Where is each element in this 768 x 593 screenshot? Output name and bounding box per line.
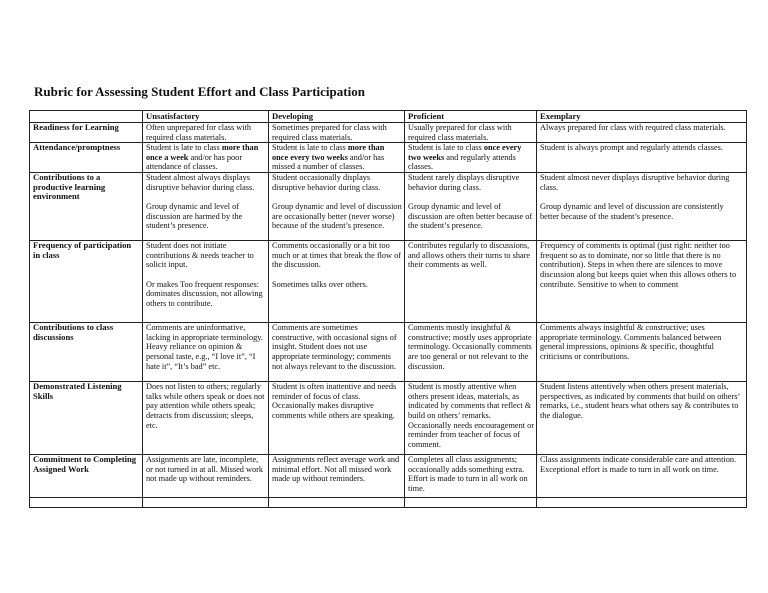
level-cell-unsatisfactory bbox=[143, 143, 269, 173]
cell-text: Student listens attentively when others present materials, perspectives, as indicated by comments that build on others’ remarks, i.e., student hears what others say & contributes to the dialogue. bbox=[540, 382, 740, 420]
cell-text: Does not listen to others; regularly talks while others speak or does not pay attention while others speak; detracts from discussion; sleeps, etc. bbox=[146, 382, 265, 430]
rubric-row bbox=[30, 323, 747, 382]
header-unsatisfactory: Unsatisfactory bbox=[143, 111, 269, 123]
cell-text: and/or has missed a number of classes. bbox=[272, 152, 385, 172]
cell-paragraph bbox=[146, 241, 266, 270]
criterion-cell bbox=[30, 498, 143, 508]
cell-paragraph bbox=[272, 323, 402, 371]
criterion-cell: Commitment to Completing Assigned Work bbox=[30, 455, 143, 498]
cell-text: Student almost always displays disruptive behavior during class. bbox=[146, 173, 255, 192]
rubric-body bbox=[30, 123, 747, 508]
cell-paragraph bbox=[540, 202, 744, 221]
cell-text: Often unprepared for class with required class materials. bbox=[146, 123, 252, 142]
cell-text: Comments are uninformative, lacking in appropriate terminology. Heavy reliance on opinion & personal taste, e.g., “I love it”, “I hate it”, “It’s bad” etc. bbox=[146, 323, 263, 371]
cell-paragraph bbox=[272, 202, 402, 231]
header-proficient: Proficient bbox=[405, 111, 537, 123]
cell-text: and/or has poor attendance of classes. bbox=[146, 152, 243, 172]
cell-text: Student is often inattentive and needs reminder of focus of class. Occasionally makes disruptive comments while others are speaking. bbox=[272, 382, 397, 420]
level-cell-exemplary bbox=[537, 498, 747, 508]
cell-text: Contributes regularly to discussions, and allows others their turns to share their comments as well. bbox=[408, 241, 531, 270]
level-cell-proficient bbox=[405, 241, 537, 323]
rubric-row bbox=[30, 143, 747, 173]
cell-paragraph bbox=[146, 123, 266, 142]
rubric-row bbox=[30, 123, 747, 143]
header-row bbox=[30, 111, 747, 123]
cell-paragraph bbox=[146, 143, 266, 172]
criterion-cell: Demonstrated Listening Skills bbox=[30, 382, 143, 455]
cell-text: Group dynamic and level of discussion are harmed by the student’s presence. bbox=[146, 201, 243, 231]
cell-paragraph bbox=[408, 123, 534, 142]
level-cell-unsatisfactory bbox=[143, 323, 269, 382]
cell-text: Group dynamic and level of discussion are often better because of the student’s presence. bbox=[408, 201, 533, 231]
cell-paragraph bbox=[540, 323, 744, 361]
cell-text: Student rarely displays disruptive behavior during class. bbox=[408, 173, 520, 192]
rubric-table bbox=[29, 110, 747, 508]
level-cell-exemplary bbox=[537, 173, 747, 241]
cell-paragraph bbox=[272, 173, 402, 192]
level-cell-developing bbox=[269, 323, 405, 382]
level-cell-developing bbox=[269, 498, 405, 508]
cell-text: Comments are sometimes constructive, with occasional signs of insight. Student does not use appropriate terminology; comments not always relevant to the discussion. bbox=[272, 323, 397, 371]
cell-text: Sometimes talks over others. bbox=[272, 279, 368, 289]
level-cell-developing bbox=[269, 173, 405, 241]
level-cell-proficient bbox=[405, 323, 537, 382]
cell-text: Student is always prompt and regularly attends classes. bbox=[540, 143, 723, 153]
level-cell-exemplary bbox=[537, 323, 747, 382]
level-cell-developing bbox=[269, 123, 405, 143]
cell-paragraph bbox=[540, 382, 744, 420]
cell-text: and regularly attends classes. bbox=[408, 152, 516, 172]
criterion-cell: Contributions to a productive learning environment bbox=[30, 173, 143, 241]
cell-text: Usually prepared for class with required class materials. bbox=[408, 123, 512, 142]
criterion-cell: Frequency of participation in class bbox=[30, 241, 143, 323]
cell-paragraph bbox=[540, 241, 744, 289]
rubric-row bbox=[30, 241, 747, 323]
header-developing: Developing bbox=[269, 111, 405, 123]
level-cell-proficient bbox=[405, 143, 537, 173]
cell-paragraph bbox=[146, 323, 266, 371]
cell-text: Student is mostly attentive when others present ideas, materials, as indicated by comments that reflect & build on others’ remarks. Occasionally needs encouragement or reminder from teacher of focus of comment. bbox=[408, 382, 535, 449]
cell-paragraph bbox=[146, 280, 266, 309]
level-cell-proficient bbox=[405, 123, 537, 143]
cell-paragraph bbox=[408, 143, 534, 172]
cell-paragraph bbox=[272, 241, 402, 270]
level-cell-developing bbox=[269, 241, 405, 323]
level-cell-exemplary bbox=[537, 455, 747, 498]
level-cell-exemplary bbox=[537, 123, 747, 143]
cell-text: Class assignments indicate considerable care and attention. Exceptional effort is made to turn in all work on time. bbox=[540, 455, 737, 474]
level-cell-exemplary bbox=[537, 382, 747, 455]
cell-paragraph bbox=[408, 202, 534, 231]
level-cell-proficient bbox=[405, 498, 537, 508]
cell-text: Comments occasionally or a bit too much or at times that break the flow of the discussion. bbox=[272, 241, 402, 270]
cell-paragraph bbox=[540, 455, 744, 474]
cell-text: Student is late to class bbox=[272, 143, 348, 153]
criterion-cell: Attendance/promptness bbox=[30, 143, 143, 173]
header-criterion bbox=[30, 111, 143, 123]
cell-paragraph bbox=[146, 455, 266, 484]
cell-text: Or makes Too frequent responses: dominates discussion, not allowing others to contribute. bbox=[146, 279, 263, 308]
emphasis-text: more than once a week bbox=[146, 143, 259, 162]
page-title: Rubric for Assessing Student Effort and Class Participation bbox=[34, 84, 365, 99]
level-cell-developing bbox=[269, 143, 405, 173]
level-cell-proficient bbox=[405, 455, 537, 498]
level-cell-exemplary bbox=[537, 241, 747, 323]
level-cell-exemplary bbox=[537, 143, 747, 173]
cell-paragraph bbox=[408, 241, 534, 270]
cell-paragraph bbox=[272, 455, 402, 484]
cell-text: Always prepared for class with required class materials. bbox=[540, 123, 726, 132]
cell-text: Comments mostly insightful & constructive; mostly uses appropriate terminology. Occasionally comments are too general or not relevant to the discussion. bbox=[408, 323, 532, 371]
level-cell-developing bbox=[269, 382, 405, 455]
cell-text: Student is late to class bbox=[146, 143, 222, 153]
rubric-row bbox=[30, 498, 747, 508]
emphasis-text: once every two weeks bbox=[408, 143, 522, 162]
level-cell-proficient bbox=[405, 173, 537, 241]
cell-paragraph bbox=[408, 382, 534, 449]
level-cell-unsatisfactory bbox=[143, 173, 269, 241]
cell-paragraph bbox=[540, 143, 744, 153]
rubric-row bbox=[30, 173, 747, 241]
cell-text: Student is late to class bbox=[408, 143, 484, 153]
cell-paragraph bbox=[146, 173, 266, 192]
level-cell-developing bbox=[269, 455, 405, 498]
cell-text: Group dynamic and level of discussion are consistently better because of the student’s presence. bbox=[540, 201, 724, 221]
level-cell-unsatisfactory bbox=[143, 498, 269, 508]
cell-paragraph bbox=[408, 323, 534, 371]
cell-text: Group dynamic and level of discussion are occasionally better (never worse) because of the student’s presence. bbox=[272, 201, 402, 231]
cell-paragraph bbox=[540, 123, 744, 133]
cell-paragraph bbox=[272, 143, 402, 172]
cell-paragraph bbox=[408, 173, 534, 192]
cell-text: Student occasionally displays disruptive behavior during class. bbox=[272, 173, 381, 192]
cell-paragraph bbox=[408, 455, 534, 493]
cell-text: Student does not initiate contributions & needs teacher to solicit input. bbox=[146, 241, 254, 270]
header-exemplary: Exemplary bbox=[537, 111, 747, 123]
rubric-row bbox=[30, 455, 747, 498]
cell-text: Assignments are late, incomplete, or not turned in at all. Missed work not made up without reminders. bbox=[146, 455, 264, 484]
cell-text: Sometimes prepared for class with required class materials. bbox=[272, 123, 387, 142]
cell-text: Assignments reflect average work and minimal effort. Not all missed work made up without reminders. bbox=[272, 455, 400, 484]
level-cell-unsatisfactory bbox=[143, 123, 269, 143]
emphasis-text: more than once every two weeks bbox=[272, 143, 385, 162]
cell-text: Frequency of comments is optimal (just right: neither too frequent so as to dominate, nor so little that there is no contribution). Steps in when there are silences to move discussion along but keeps quiet when this allows others to contribute. Sensitive to when to comment bbox=[540, 241, 737, 289]
cell-paragraph bbox=[146, 382, 266, 430]
cell-paragraph bbox=[272, 382, 402, 420]
cell-paragraph bbox=[272, 280, 402, 290]
cell-paragraph bbox=[146, 202, 266, 231]
cell-paragraph bbox=[540, 173, 744, 192]
level-cell-unsatisfactory bbox=[143, 455, 269, 498]
cell-text: Comments always insightful & constructive; uses appropriate terminology. Comments balanced between general impressions, opinions & specific, thoughtful criticisms or contributions. bbox=[540, 323, 722, 361]
criterion-cell: Readiness for Learning bbox=[30, 123, 143, 143]
level-cell-unsatisfactory bbox=[143, 382, 269, 455]
level-cell-unsatisfactory bbox=[143, 241, 269, 323]
level-cell-proficient bbox=[405, 382, 537, 455]
rubric-row bbox=[30, 382, 747, 455]
cell-text: Completes all class assignments; occasionally adds something extra. Effort is made to turn in all work on time. bbox=[408, 455, 528, 493]
cell-text: Student almost never displays disruptive behavior during class. bbox=[540, 173, 730, 192]
cell-paragraph bbox=[272, 123, 402, 142]
criterion-cell: Contributions to class discussions bbox=[30, 323, 143, 382]
